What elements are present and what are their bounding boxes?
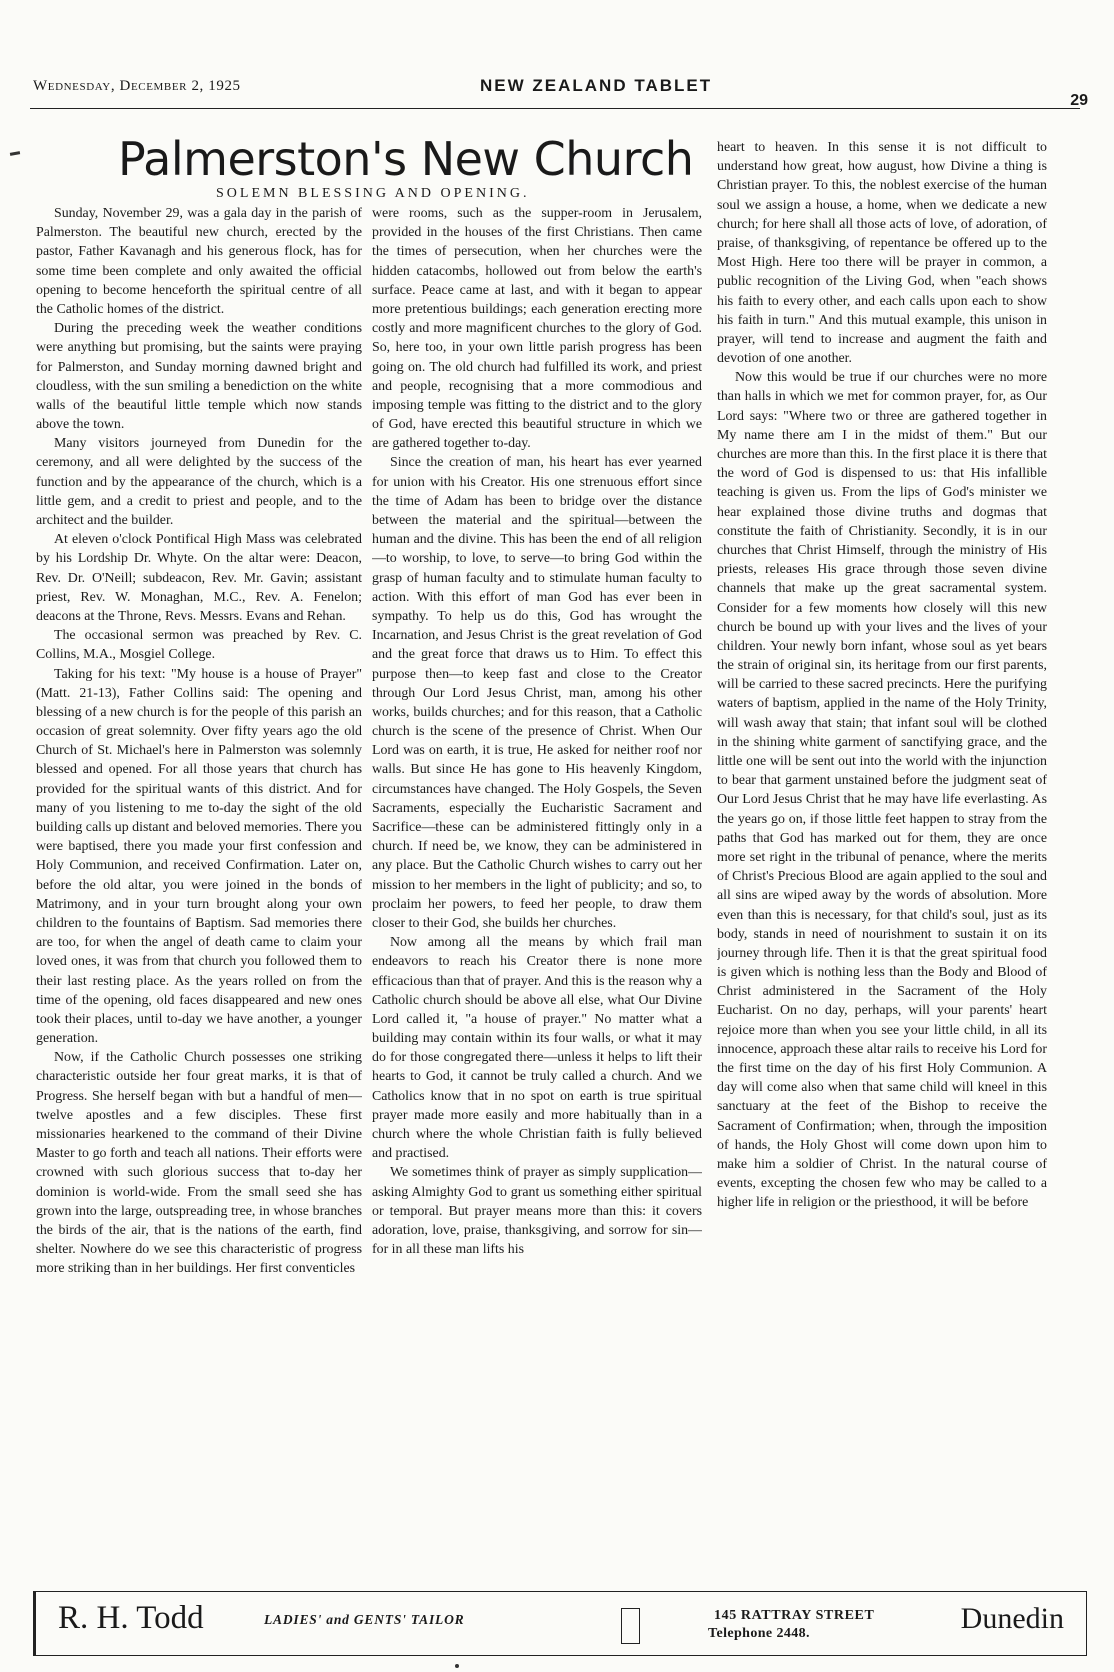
advertisement bbox=[33, 1591, 1087, 1656]
page-dot bbox=[455, 1664, 459, 1668]
paragraph: The occasional sermon was preached by Rev. C. Collins, M.A., Mosgiel College. bbox=[36, 628, 362, 663]
article-column-1 bbox=[36, 204, 362, 1585]
article-column-3 bbox=[717, 138, 1047, 1585]
paragraph: Now this would be true if our churches were no more than halls in which we met for common prayer, for, as Our Lord says: "Where two or three are gathered together in My name there am I in the midst of them." But our churches are more than this. In the first place it is there that the word of God is dispensed to us: that His infallible teaching is given us. From the lips of God's minister we hear explained those divine truths and dogmas that constitute the faith of Christianity. Secondly, it is in our churches that Christ Himself, through the ministry of His priests, releases His grace through those seven divine channels that make up the great sacramental system. Consider for a few moments how closely will this new church be bound up with your lives and the lives of your children. Your newly born infant, whose soul as yet bears the strain of original sin, its heritage from our first parents, will be carried to these sacred precincts. Here the purifying waters of baptism, applied in the name of the Holy Trinity, will wash away that stain; that infant soul will be clothed in the shining white garment of sanctifying grace, and the little one will be sent out into the world with the injunction to bear that garment unstained before the judgment seat of Our Lord Jesus Christ that he may have life everlasting. As the years go on, if those little feet happen to stray from the paths that God has marked out for them, they are once more set right in the tribunal of penance, where the merits of Christ's Precious Blood are again applied to the soul and all sins are wiped away by the words of absolution. More even than this is necessary, for that child's soul, just as its body, stands in need of nourishment to sustain it on its journey through life. Then it is that the great spiritual food is given which is nothing less than the Body and Blood of Christ administered in the Sacrament of the Holy Eucharist. On no day, perhaps, will your parents' heart rejoice more than when you see your little child, in all its innocence, approach these altar rails to receive his Lord for the first time on the day of his first Holy Communion. A day will come also when that same child will kneel in this sanctuary at the feet of the Bishop to receive the Sacrament of Confirmation; when, through the imposition of hands, the Holy Ghost will come down upon him to make him a soldier of Christ. In the natural course of events, excepting the chosen few who may be called to a higher life in religion or the priesthood, it will be before bbox=[717, 370, 1047, 1211]
paragraph: were rooms, such as the supper-room in Jerusalem, provided in the houses of the first Christians. Then came the times of persecution, when her churches were the hidden catacombs, hollowed out from below the earth's surface. Peace came at last, and with it began to appear more pretentious buildings; each generation erecting more costly and more magnificent churches to the glory of God. So, here too, in your own little parish progress has been going on. The old church had fulfilled its work, and priest and people, recognising that a more commodious and imposing temple was fitting to the district and to the glory of God, have erected this beautiful structure in which we are gathered together to-day. bbox=[372, 206, 702, 452]
advertiser-telephone: Telephone 2448. bbox=[708, 1626, 810, 1641]
paragraph: Sunday, November 29, was a gala day in the parish of Palmerston. The beautiful new church, erected by the pastor, Father Kavanagh and his generous flock, has for some time been complete and only awaited the official opening to become henceforth the spiritual centre of all the Catholic homes of the district. bbox=[36, 206, 362, 317]
masthead: NEW ZEALAND TABLET bbox=[480, 76, 713, 95]
paragraph: Now, if the Catholic Church possesses one striking characteristic outside her four great marks, it is that of Progress. She herself began with but a handful of men—twelve apostles and a few disciples. These first missionaries hearkened to the command of their Divine Master to go forth and teach all nations. Their efforts were crowned with such glorious success that to-day her dominion is world-wide. From the small seed she has grown into the large, outspreading tree, in whose branches the birds of the air, that is the nations of the earth, find shelter. Nowhere do we see this characteristic of progress more striking than in her buildings. Her first conventicles bbox=[36, 1050, 362, 1277]
paragraph: Since the creation of man, his heart has ever yearned for union with his Creator. His one strenuous effort since the time of Adam has been to bridge over the distance between the material and the spiritual—between the human and the divine. This has been the end of all religion—to worship, to love, to serve—to bring God within the grasp of human faculty and to stimulate human faculty to action. With this effort of man God has ever been in sympathy. To help us do this, God has wrought the Incarnation, and Jesus Christ is the great revelation of God and the great force that draws us to Him. To effect this purpose then—to keep fast and close to the Creator through Our Lord Jesus Christ, man, among his other works, builds churches; and for this reason, that a Catholic church is the scene of the presence of Christ. When Our Lord was on earth, it is true, He asked for neither roof nor walls. But since He has gone to His heavenly Kingdom, circumstances have changed. The Holy Gospels, the Seven Sacraments, especially the Eucharistic Sacrament and Sacrifice—these can be administered fittingly only in a church. If need be, we know, they can be administered in any place. But the Catholic Church wishes to carry out her mission to her members in the light of publicity; and so, to proclaim her powers, to feed her people, to draw them closer to their God, she builds her churches. bbox=[372, 455, 702, 931]
paragraph: We sometimes think of prayer as simply supplication—asking Almighty God to grant us something either spiritual or temporal. But prayer means more than this: it covers adoration, love, praise, thanksgiving, and sorrow for sin—for in all these man lifts his bbox=[372, 1165, 702, 1258]
page-header bbox=[30, 76, 1088, 109]
advertiser-trade: LADIES' and GENTS' TAILOR bbox=[264, 1612, 465, 1627]
article-column-2 bbox=[372, 204, 702, 1585]
advertiser-city: Dunedin bbox=[960, 1602, 1064, 1635]
article-subtitle: SOLEMN BLESSING AND OPENING. bbox=[216, 186, 530, 201]
paragraph: Many visitors journeyed from Dunedin for the ceremony, and all were delighted by the success of the function and by the appearance of the church, which is a little gem, and a credit to priest and people, and to the architect and the builder. bbox=[36, 436, 362, 528]
paragraph: Now among all the means by which frail man endeavors to reach his Creator there is none more efficacious than that of prayer. And this is the reason why a Catholic church should be above all else, what Our Divine Lord called it, "a house of prayer." No matter what a building may contain within its four walls, or what it may do for those congregated there—unless it helps to lift their hearts to God, it cannot be truly called a church. And we Catholics know that in no spot on earth is true spiritual prayer made more easily and more habitually than in a church where the whole Christian faith is fully believed and practised. bbox=[372, 935, 702, 1162]
paragraph: heart to heaven. In this sense it is not difficult to understand how great, how august, how Divine a thing is Christian prayer. To this, the noblest exercise of the human soul we assign a house, a home, when we dedicate a new church; for here shall all those acts of love, of adoration, of praise, of thanksgiving, of repentance be offered up to the Most High. Here too there will be prayer in common, a public recognition of the Living God, when "each shows his faith to every other, and each calls upon each to show his faith in turn." And this mutual example, this unison in prayer, will tend to increase and augment the faith and devotion of one another. bbox=[717, 140, 1047, 367]
issue-date: Wednesday, December 2, 1925 bbox=[33, 78, 241, 94]
page-number: 29 bbox=[1070, 92, 1088, 109]
paragraph: Taking for his text: "My house is a house of Prayer" (Matt. 21-13), Father Collins said: The opening and blessing of a new church is for the people of this parish an occasion of great solemnity. Over fifty years ago the old Church of St. Michael's here in Palmerston was solemnly blessed and opened. For all those years that church has provided for the spiritual wants of this district. And for many of you listening to me to-day the sight of the old building calls up distant and beloved memories. There you were baptised, there you made your first confession and Holy Communion, and received Confirmation. Later on, before the old altar, you were joined in the bonds of Matrimony, and in your turn brought along your own children to the fountains of Baptism. Sad memories there are too, for when the angel of death came to claim your loved ones, it was from that church you followed them to their last resting place. As the years rolled on from the time of the opening, old faces disappeared and new ones took their places, until to-day we have another, a younger generation. bbox=[36, 666, 362, 1047]
paragraph: During the preceding week the weather conditions were anything but promising, but the saints were praying for Palmerston, and Sunday morning dawned bright and cloudless, with the sun smiling a benediction on the white walls of the beautiful little temple which now stands above the town. bbox=[36, 321, 362, 433]
paragraph: At eleven o'clock Pontifical High Mass was celebrated by his Lordship Dr. Whyte. On the altar were: Deacon, Rev. Dr. O'Neill; subdeacon, Rev. Mr. Gavin; assistant priest, Rev. W. Monaghan, M.C., Rev. A. Fenelon; deacons at the Throne, Revs. Messrs. Evans and Rehan. bbox=[36, 532, 362, 624]
article-title: Palmerston's New Church bbox=[118, 132, 694, 186]
ad-decoration-box bbox=[621, 1608, 640, 1644]
margin-mark bbox=[10, 151, 20, 156]
advertiser-name: R. H. Todd bbox=[58, 1600, 204, 1636]
advertiser-address: 145 RATTRAY STREET bbox=[714, 1608, 875, 1623]
